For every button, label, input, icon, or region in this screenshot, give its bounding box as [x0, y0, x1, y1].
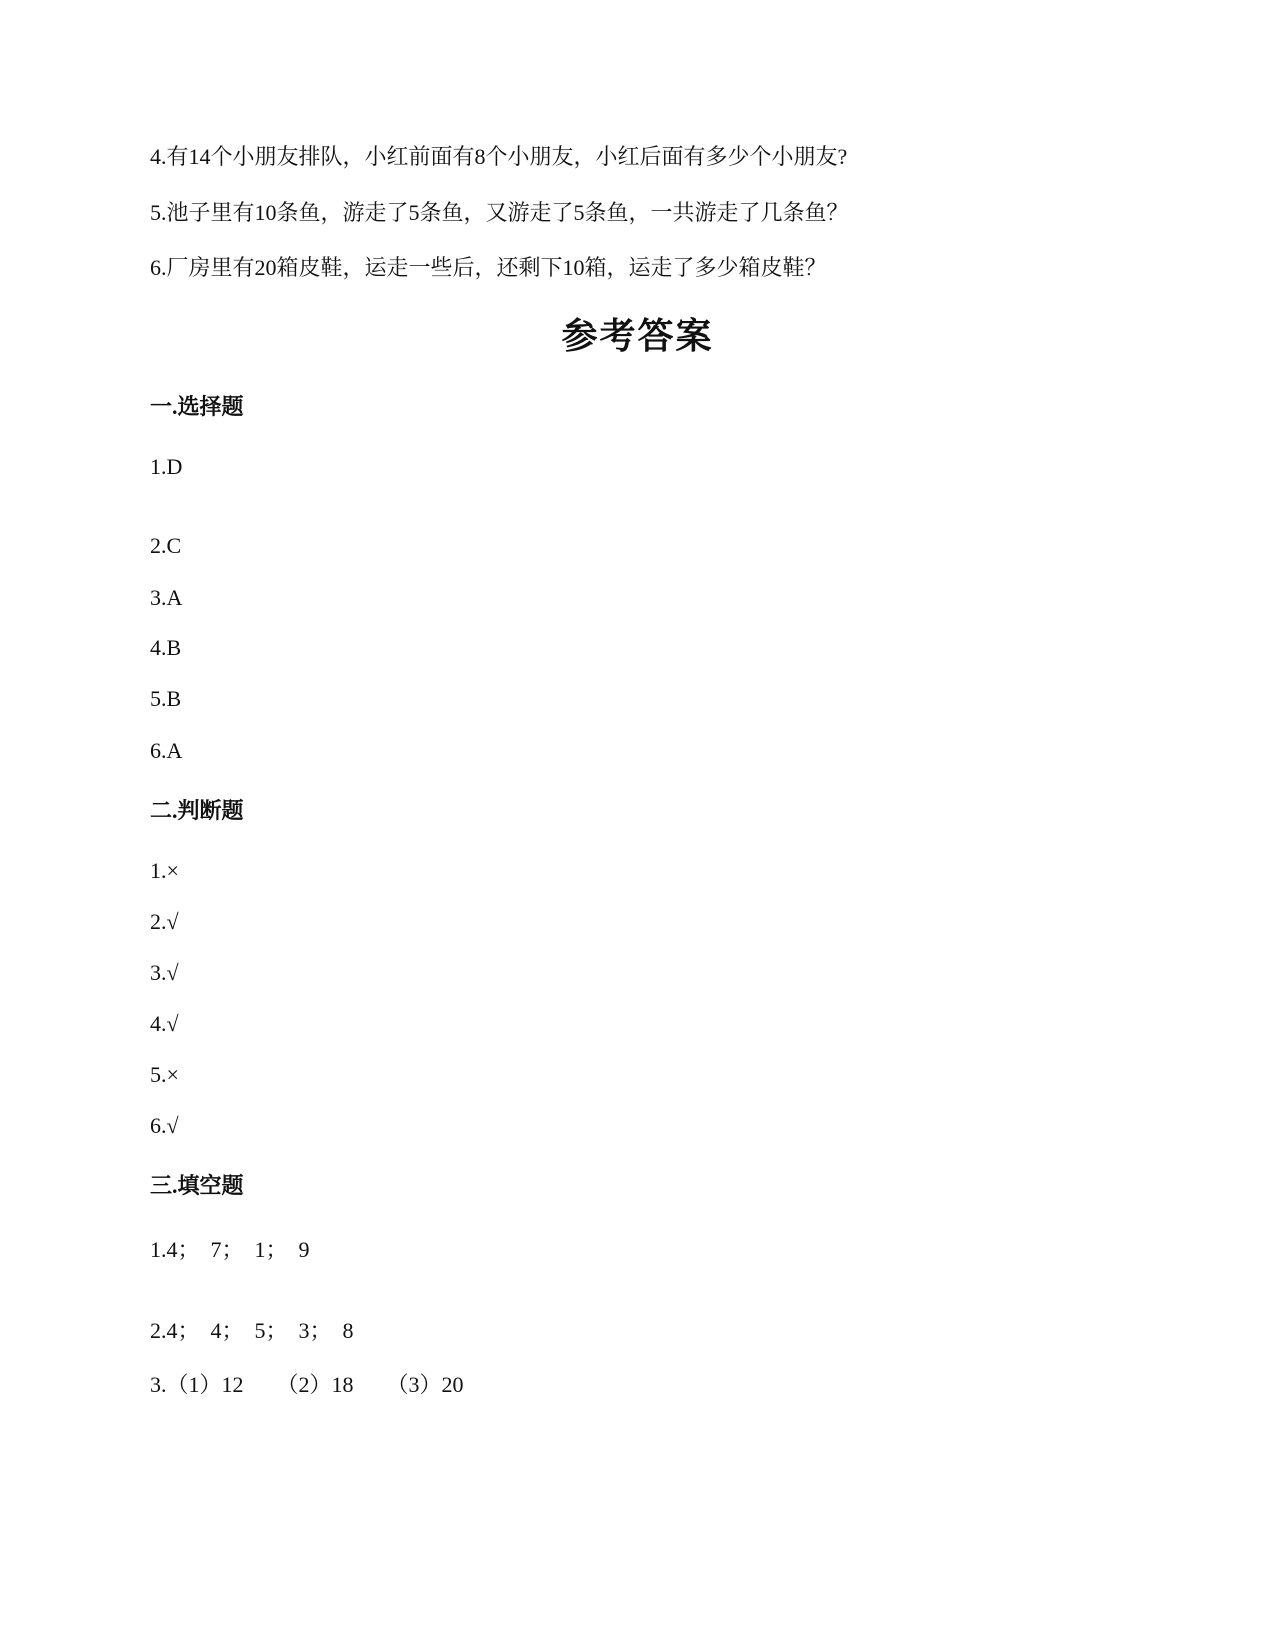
judgment-answer-6: 6.√	[150, 1113, 179, 1138]
fill-answer-1: 1.4； 7； 1； 9	[150, 1237, 310, 1262]
choice-answer-4: 4.B	[150, 635, 182, 660]
fill-answer-2: 2.4； 4； 5； 3； 8	[150, 1318, 354, 1343]
fill-answer-3: 3.（1）12 （2）18 （3）20	[150, 1372, 464, 1397]
choice-answer-2: 2.C	[150, 533, 182, 558]
judgment-answer-4: 4.√	[150, 1011, 179, 1036]
section-heading-choice: 一.选择题	[150, 394, 244, 419]
judgment-answer-3: 3.√	[150, 960, 179, 985]
choice-answer-6: 6.A	[150, 738, 183, 763]
judgment-answer-5: 5.×	[150, 1062, 179, 1087]
section-heading-fill: 三.填空题	[150, 1173, 244, 1198]
choice-answer-5: 5.B	[150, 686, 182, 711]
section-heading-judgment: 二.判断题	[150, 798, 244, 823]
question-5: 5.池子里有10条鱼，游走了5条鱼，又游走了5条鱼，一共游走了几条鱼？	[150, 200, 849, 225]
judgment-answer-1: 1.×	[150, 858, 179, 883]
question-6: 6.厂房里有20箱皮鞋，运走一些后，还剩下10箱，运走了多少箱皮鞋？	[150, 255, 827, 280]
answer-title: 参考答案	[561, 316, 714, 356]
question-4: 4.有14个小朋友排队，小红前面有8个小朋友，小红后面有多少个小朋友?	[150, 144, 848, 169]
choice-answer-3: 3.A	[150, 585, 183, 610]
judgment-answer-2: 2.√	[150, 909, 179, 934]
choice-answer-1: 1.D	[150, 454, 183, 479]
